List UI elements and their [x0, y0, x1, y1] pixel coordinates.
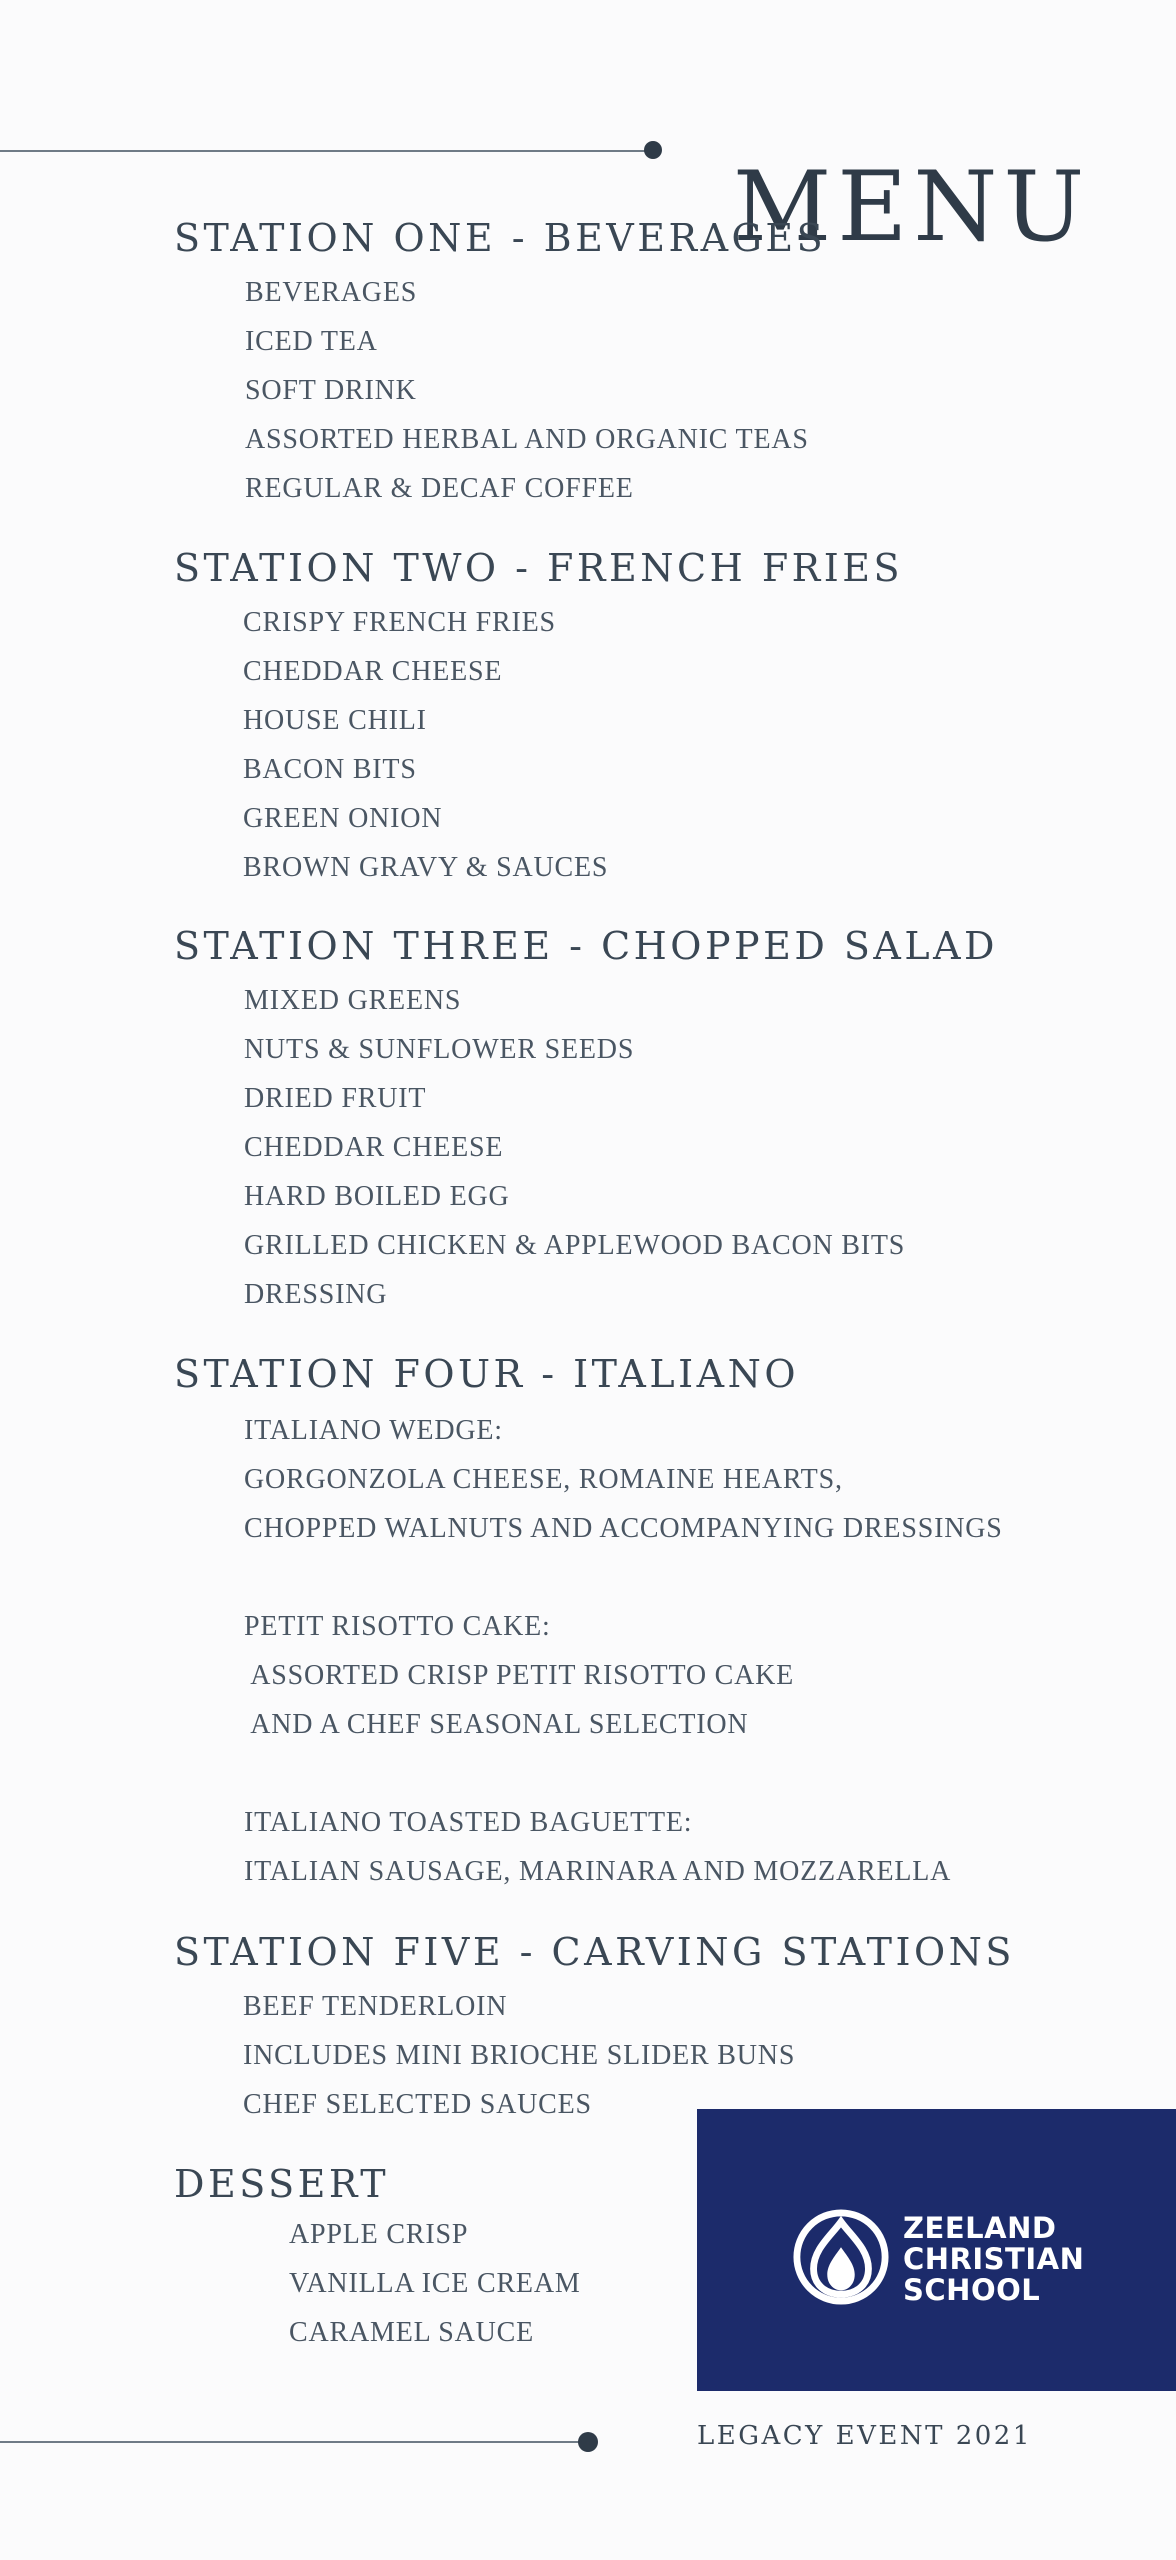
- menu-item: ITALIANO WEDGE:: [244, 1415, 503, 1446]
- menu-item: DRIED FRUIT: [244, 1083, 427, 1114]
- station-three-section: [174, 924, 998, 1319]
- menu-item: APPLE CRISP: [289, 2219, 469, 2250]
- school-logo-block: [697, 2109, 1176, 2391]
- menu-item: ICED TEA: [245, 326, 378, 357]
- station-two-section: [174, 546, 903, 892]
- logo-line-1: ZEELAND: [903, 2211, 1057, 2245]
- station-items: [174, 1406, 1003, 1896]
- menu-item: GRILLED CHICKEN & APPLEWOOD BACON BITS: [244, 1230, 906, 1261]
- station-one-section: [174, 216, 826, 513]
- menu-item: DRESSING: [244, 1279, 388, 1310]
- menu-item: GREEN ONION: [243, 803, 443, 834]
- menu-item: AND A CHEF SEASONAL SELECTION: [244, 1709, 749, 1740]
- menu-item: HOUSE CHILI: [243, 705, 427, 736]
- menu-item: ITALIAN SAUSAGE, MARINARA AND MOZZARELLA: [244, 1856, 952, 1887]
- station-title: STATION TWO - FRENCH FRIES: [174, 546, 904, 590]
- menu-item: CARAMEL SAUCE: [289, 2317, 535, 2348]
- menu-item: MIXED GREENS: [244, 985, 462, 1016]
- bottom-divider-dot: [578, 2432, 598, 2452]
- station-items: [174, 598, 903, 892]
- station-items: [174, 268, 826, 513]
- station-items: [174, 976, 998, 1319]
- station-items: [174, 1982, 1015, 2129]
- dessert-section: [174, 2162, 581, 2357]
- menu-item: ITALIANO TOASTED BAGUETTE:: [244, 1807, 693, 1838]
- bottom-divider-line: [0, 2441, 590, 2443]
- event-footer: LEGACY EVENT 2021: [697, 2421, 1032, 2451]
- top-divider-line: [0, 150, 645, 152]
- menu-item: BROWN GRAVY & SAUCES: [243, 852, 609, 883]
- logo-line-2: CHRISTIAN: [903, 2242, 1085, 2276]
- station-title: STATION FIVE - CARVING STATIONS: [174, 1930, 1015, 1974]
- menu-item: CHOPPED WALNUTS AND ACCOMPANYING DRESSINGS: [244, 1513, 1003, 1544]
- station-title: STATION ONE - BEVERAGES: [174, 216, 827, 260]
- menu-item: CHEDDAR CHEESE: [243, 656, 503, 687]
- menu-item-spacer: [244, 1553, 1003, 1602]
- menu-item: CHEF SELECTED SAUCES: [243, 2089, 592, 2120]
- menu-item: VANILLA ICE CREAM: [289, 2268, 581, 2299]
- station-title: DESSERT: [174, 2162, 390, 2206]
- menu-item: PETIT RISOTTO CAKE:: [244, 1611, 551, 1642]
- station-five-section: [174, 1930, 1015, 2129]
- flame-drop-logo-icon: [792, 2208, 890, 2306]
- menu-item: REGULAR & DECAF COFFEE: [245, 473, 634, 504]
- station-items: [174, 2210, 581, 2357]
- menu-item: NUTS & SUNFLOWER SEEDS: [244, 1034, 635, 1065]
- menu-item: ASSORTED HERBAL AND ORGANIC TEAS: [245, 424, 809, 455]
- menu-item: HARD BOILED EGG: [244, 1181, 510, 1212]
- menu-item: CHEDDAR CHEESE: [244, 1132, 504, 1163]
- station-four-section: [174, 1352, 1003, 1896]
- menu-item: GORGONZOLA CHEESE, ROMAINE HEARTS,: [244, 1464, 843, 1495]
- school-logo-wordmark: [903, 2213, 1084, 2306]
- menu-item: CRISPY FRENCH FRIES: [243, 607, 556, 638]
- menu-item: INCLUDES MINI BRIOCHE SLIDER BUNS: [243, 2040, 796, 2071]
- menu-item: ASSORTED CRISP PETIT RISOTTO CAKE: [244, 1660, 795, 1691]
- logo-line-3: SCHOOL: [903, 2273, 1041, 2307]
- station-title: STATION FOUR - ITALIANO: [174, 1352, 799, 1396]
- station-title: STATION THREE - CHOPPED SALAD: [174, 924, 998, 968]
- menu-item-spacer: [244, 1749, 1003, 1798]
- menu-item: BEVERAGES: [245, 277, 418, 308]
- menu-item: SOFT DRINK: [245, 375, 417, 406]
- menu-item: BACON BITS: [243, 754, 417, 785]
- menu-item: BEEF TENDERLOIN: [243, 1991, 508, 2022]
- page-title: MENU: [733, 151, 1091, 264]
- top-divider-dot: [644, 141, 662, 159]
